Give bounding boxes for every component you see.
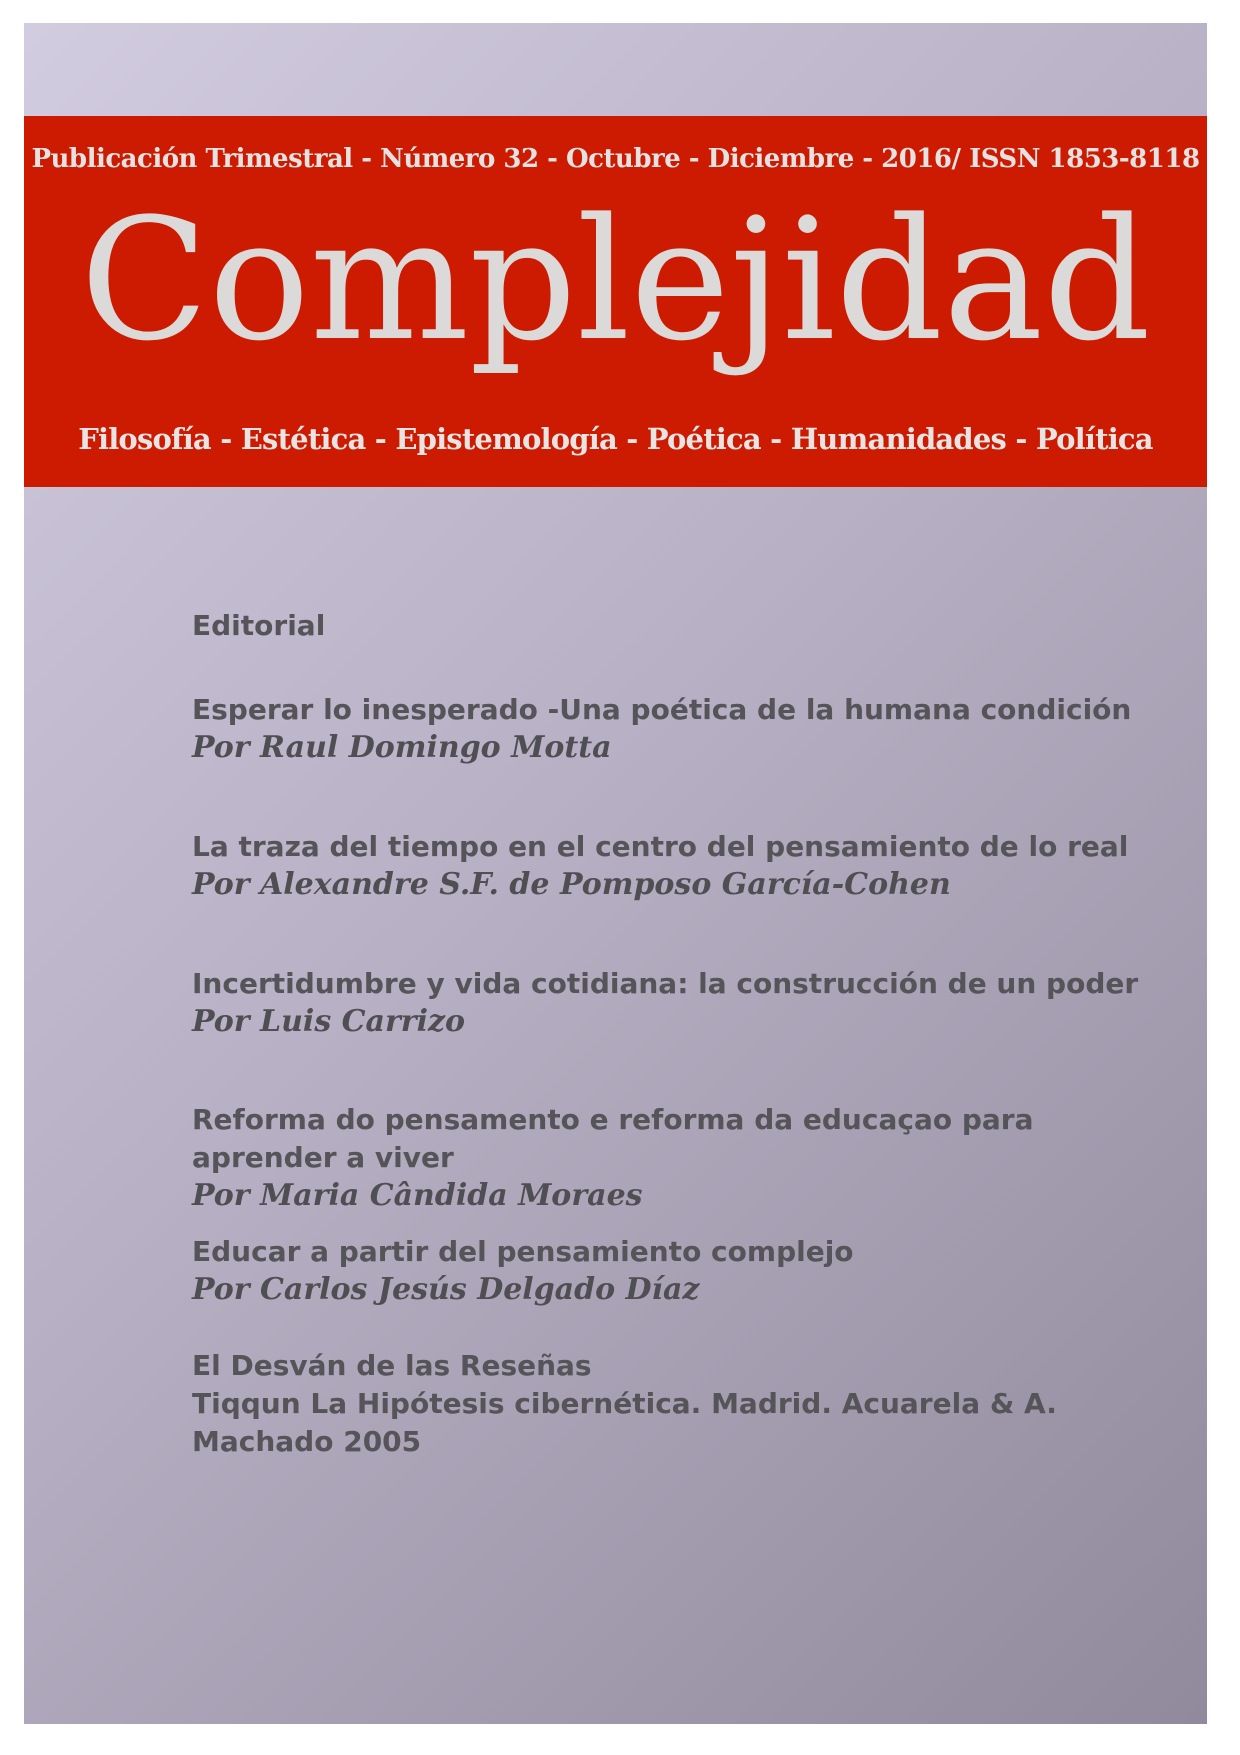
- cover-page: [24, 23, 1207, 1724]
- reviews-entry: [192, 1347, 1092, 1461]
- article-title: Incertidumbre y vida cotidiana: la construcción de un poder: [192, 967, 1139, 1000]
- article-entry: [192, 1101, 1052, 1215]
- article-entry: [192, 1233, 1152, 1309]
- issue-line: Publicación Trimestral - Número 32 - Octubre - Diciembre - 2016/ ISSN 1853-8118: [31, 144, 1200, 174]
- article-entry: [192, 691, 1152, 767]
- article-author: Por Maria Cândida Moraes: [192, 1178, 643, 1213]
- title-banner: [24, 116, 1207, 487]
- review-item: Tiqqun La Hipótesis cibernética. Madrid. Acuarela & A. Machado 2005: [192, 1387, 1057, 1458]
- article-title: Reforma do pensamento e reforma da educaçao para aprender a viver: [192, 1103, 1034, 1174]
- article-title: Educar a partir del pensamiento complejo: [192, 1235, 854, 1268]
- subjects-line: Filosofía - Estética - Epistemología - Poética - Humanidades - Política: [78, 422, 1153, 456]
- article-author: Por Luis Carrizo: [192, 1004, 466, 1039]
- reviews-heading: El Desván de las Reseñas: [192, 1349, 592, 1382]
- editorial-title: Editorial: [192, 609, 326, 642]
- editorial-entry: [192, 607, 1152, 645]
- journal-title: Complejidad: [80, 182, 1151, 378]
- article-title: Esperar lo inesperado -Una poética de la humana condición: [192, 693, 1132, 726]
- article-entry: [192, 965, 1152, 1041]
- article-author: Por Alexandre S.F. de Pomposo García-Cohen: [192, 867, 951, 902]
- article-title: La traza del tiempo en el centro del pensamiento de lo real: [192, 830, 1129, 863]
- article-author: Por Raul Domingo Motta: [192, 730, 612, 765]
- article-author: Por Carlos Jesús Delgado Díaz: [192, 1272, 700, 1307]
- article-entry: [192, 828, 1152, 904]
